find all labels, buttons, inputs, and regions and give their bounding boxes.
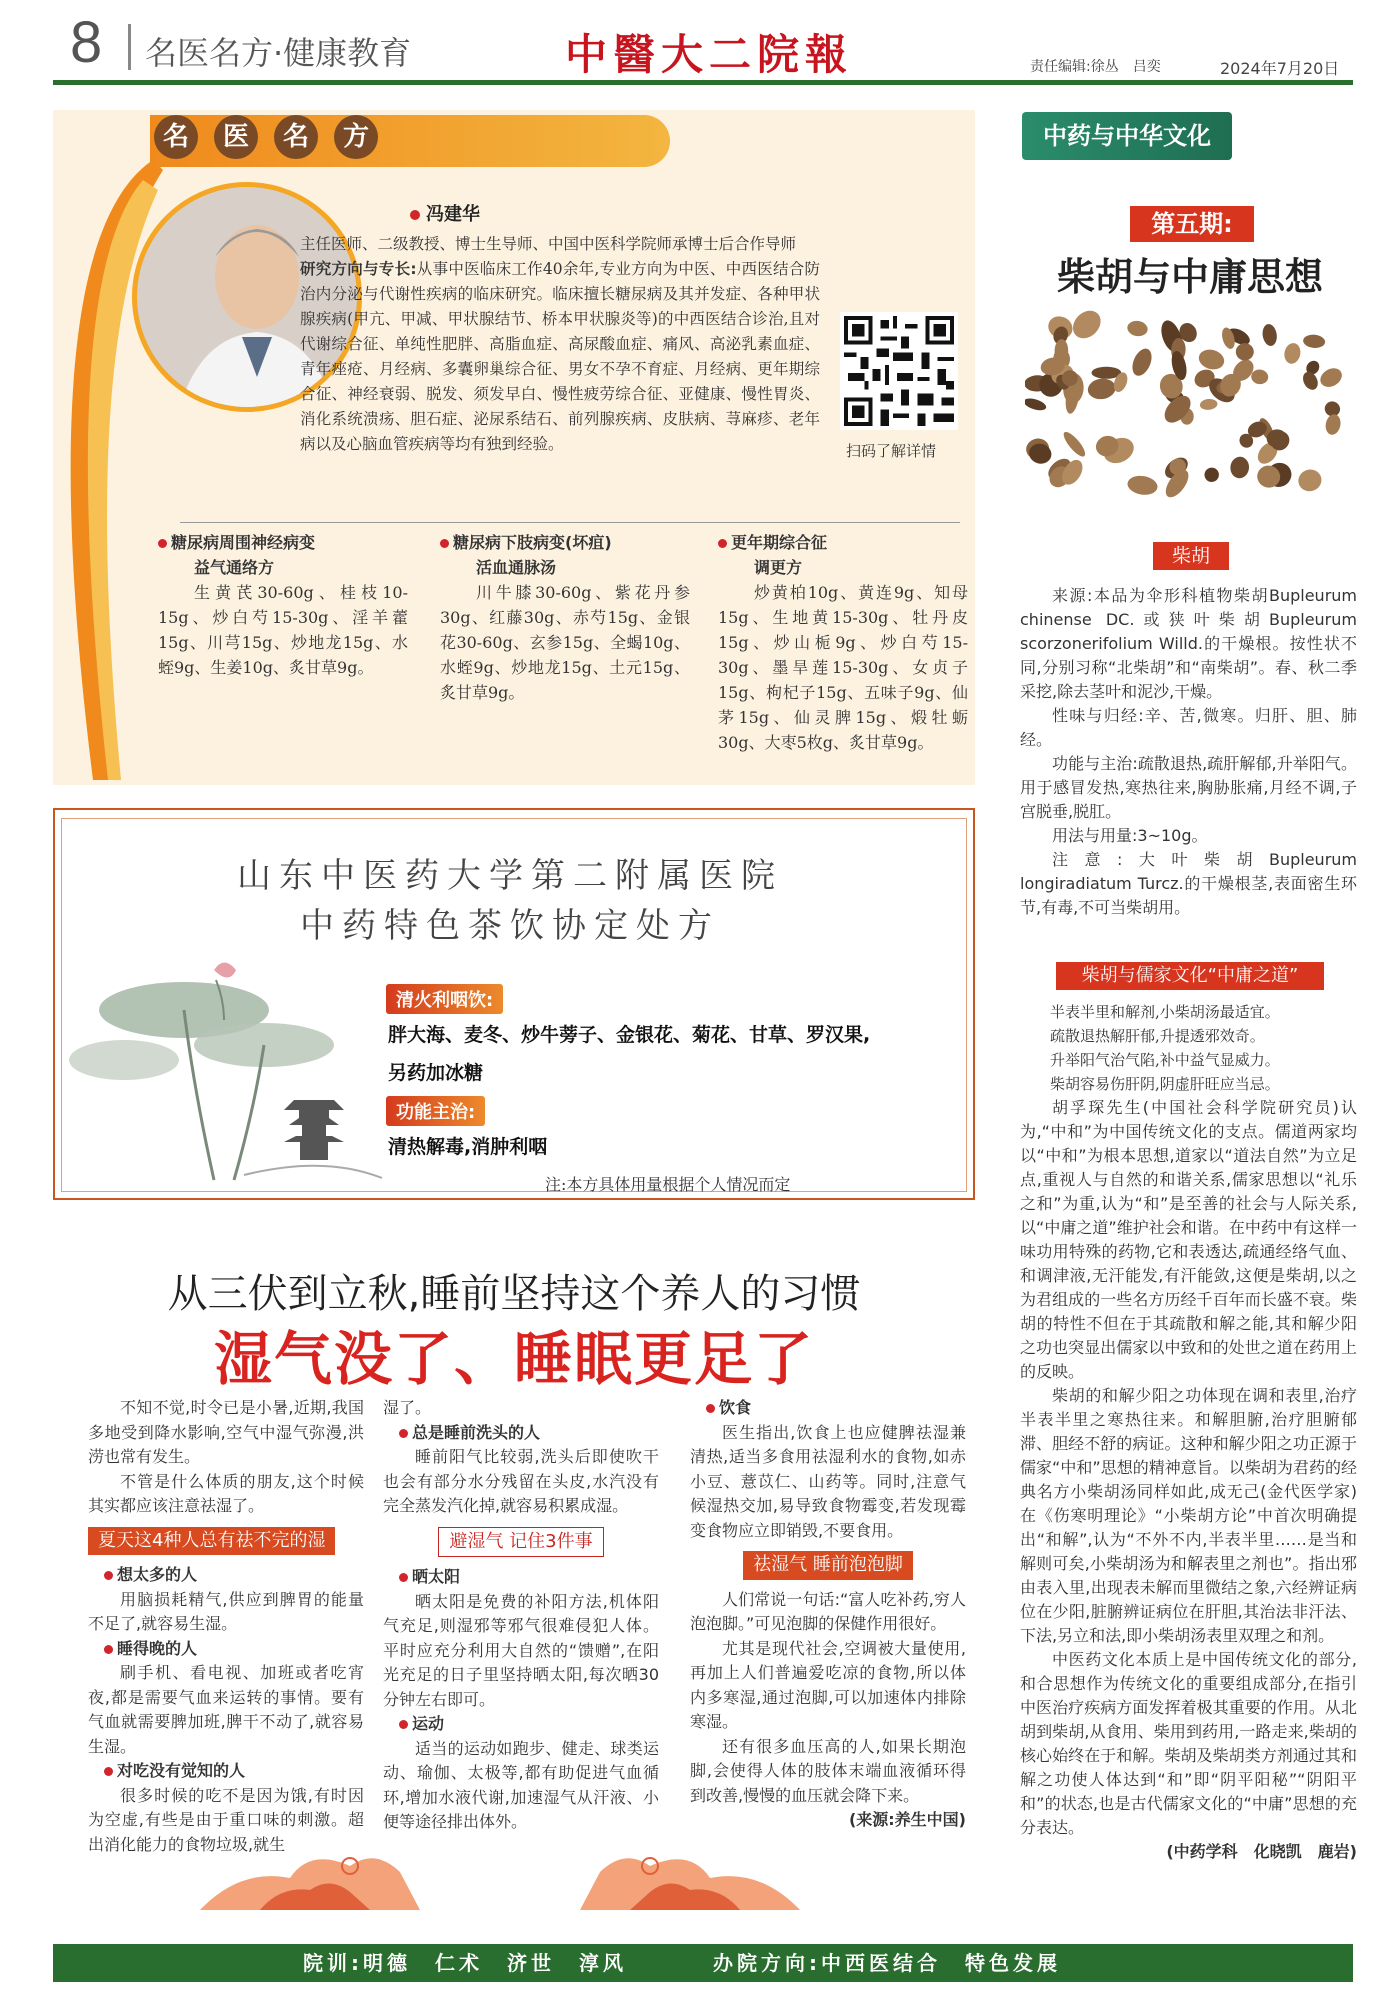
research-label: 研究方向与专长:: [300, 260, 417, 278]
culture-paragraph: 柴胡的和解少阳之功体现在调和表里,治疗半表半里之寒热往来。和解胆腑,治疗胆腑郁滞、胆经不舒的病证。这种和解少阳之功正源于儒家“中和”思想的精神意旨。以柴胡为君药的经典名方小柴胡汤同样如此,成无己(金代医学家)在《伤寒明理论》“小柴胡方论”中首次明确提出“和解”,认为“不外不内,半表半里……是当和解则可矣,小柴胡汤为和解表里之剂也”。指出邪由表入里,出现表未解而里微结之象,六经辨证病位在少阳,脏腑辨证病位在肝胆,其治法非汗法、下法,另立和法,即小柴胡汤表里双理之和剂。: [1020, 1386, 1357, 1645]
prescription-body: 炒黄柏10g、黄连9g、知母15g、生地黄15-30g、牡丹皮15g、炒山栀9g、炒白芍15-30g、墨旱莲15-30g、女贞子15g、枸杞子15g、五味子9g、仙茅15g、仙灵脾15g、煅牡蛎30g、大枣5枚g、炙甘草9g。: [718, 583, 968, 752]
culture-paragraph: 中医药文化本质上是中国传统文化的部分,和合思想作为传统文化的重要组成部分,在指引中医治疗疾病方面发挥着极其重要的作用。从北胡到柴胡,从食用、柴用到药用,一路走来,柴胡的核心始终在于和解。柴胡及柴胡类方剂通过其和解之功使人体达到“和”即“阴平阳秘”“阴阳平和”的状态,也是古代儒家文化的“中庸”思想的充分表达。: [1020, 1650, 1357, 1837]
prescription-name: 活血通脉汤: [476, 558, 557, 577]
page-number: 8: [70, 10, 103, 75]
article-paragraph: 适当的运动如跑步、健走、球类运动、瑜伽、太极等,都有助促进气血循环,增加水液代谢,加速湿气从汗液、小便等途径排出体外。: [383, 1738, 659, 1831]
issue-date: 2024年7月20日: [1220, 59, 1340, 78]
article-paragraph: 还有很多血压高的人,如果长期泡脚,会使得人体的肢体末端血液循环得到改善,慢慢的血压就会降下来。: [690, 1736, 966, 1805]
hospital-motto: 院训:明德 仁术 济世 淳风: [303, 1951, 627, 1975]
prescription-condition: 更年期综合征: [718, 530, 968, 555]
qr-caption: 扫码了解详情: [846, 442, 937, 460]
hospital-direction: 办院方向:中西医结合 特色发展: [713, 1951, 1061, 1975]
title-char: 名: [154, 115, 198, 159]
article-paragraph: 睡前阳气比较弱,洗头后即使吹干也会有部分水分残留在头皮,水汽没有完全蒸发汽化掉,就容易积累成湿。: [383, 1447, 659, 1515]
prescription-card: [718, 530, 968, 755]
article-paragraph: 很多时候的吃不是因为饿,有时因为空虚,有些是由于重口味的刺激。超出消化能力的食物垃圾,就生: [88, 1785, 364, 1854]
prescription-body: 生黄芪30-60g、桂枝10-15g、炒白芍15-30g、淫羊藿15g、川芎15g、炒地龙15g、水蛭9g、生姜10g、炙甘草9g。: [158, 583, 408, 677]
article-column-2: [383, 1396, 659, 1835]
herb-paragraph: 性味与归经:辛、苦,微寒。归肝、胆、肺经。: [1020, 706, 1357, 749]
prescription-condition: 糖尿病下肢病变(坏疽): [440, 530, 690, 555]
header-divider: [128, 24, 131, 70]
herb-paragraph: 来源:本品为伞形科植物柴胡Bupleurum chinense DC.或狭叶柴胡Bupleurum scorzonerifolium Willd.的干燥根。按性状不同,分别习称“北柴胡”和“南柴胡”。春、秋二季采挖,除去茎叶和泥沙,干燥。: [1020, 586, 1357, 701]
section-heading: 祛湿气 睡前泡泡脚: [743, 1551, 913, 1580]
research-text: 从事中医临床工作40余年,专业方向为中医、中西医结合防治内分泌与代谢性疾病的临床研究。临床擅长糖尿病及其并发症、各种甲状腺疾病(甲亢、甲减、甲状腺结节、桥本甲状腺炎等)的中西医结合诊治,且对代谢综合征、单纯性肥胖、高脂血症、高尿酸血症、痛风、高泌乳素血症、青年痤疮、月经病、多囊卵巢综合征、男女不孕不育症、月经病、更年期综合征、神经衰弱、脱发、须发早白、慢性疲劳综合征、亚健康、慢性胃炎、消化系统溃疡、胆石症、泌尿系结石、前列腺疾病、皮肤病、荨麻疹、老年病以及心脑血管疾病等均有独到经验。: [300, 260, 821, 453]
doctor-name: 冯建华: [410, 200, 480, 226]
culture-section-tag: 柴胡与儒家文化“中庸之道”: [1056, 962, 1324, 990]
issue-label: 第五期:: [1130, 206, 1254, 242]
article-paragraph: 用脑损耗精气,供应到脾胃的能量不足了,就容易生湿。: [88, 1589, 364, 1633]
culture-text: [1020, 1000, 1357, 1864]
poem-line: 半表半里和解剂,小柴胡汤最适宜。: [1050, 1003, 1280, 1021]
article-paragraph: 刷手机、看电视、加班或者吃宵夜,都是需要气血来运转的事情。要有气血就需要脾加班,脾干不动了,就容易生湿。: [88, 1663, 364, 1756]
subheading: 饮食: [690, 1396, 966, 1421]
tea-ingredients-extra: 另药加冰糖: [388, 1062, 484, 1084]
prescription-card: [158, 530, 408, 680]
newspaper-name: 中醫大二院報: [565, 30, 854, 79]
prescription-name: 调更方: [754, 558, 803, 577]
subheading: 对吃没有觉知的人: [88, 1759, 364, 1784]
doctor-intro: 主任医师、二级教授、博士生导师、中国中医科学院师承博士后合作导师: [300, 235, 797, 253]
prescription-name: 益气通络方: [194, 558, 275, 577]
tea-title-line1: 山东中医药大学第二附属医院: [237, 856, 783, 896]
tea-name-tag: 清火利咽饮:: [386, 984, 503, 1014]
article-paragraph: 晒太阳是免费的补阳方法,机体阳气充足,则湿邪等邪气很难侵犯人体。平时应充分利用大自然的“馈赠”,在阳光充足的日子里坚持晒太阳,每次晒30分钟左右即可。: [383, 1591, 659, 1709]
column-badge: 中药与中华文化: [1022, 112, 1232, 160]
right-article-title: 柴胡与中庸思想: [1056, 254, 1323, 299]
title-char: 方: [334, 115, 378, 159]
title-char: 名: [274, 115, 318, 159]
lotus-pagoda-illustration: [64, 950, 384, 1190]
doctor-research: [300, 257, 820, 457]
herb-paragraph: 功能与主治:疏散退热,疏肝解郁,升举阳气。用于感冒发热,寒热往来,胸胁胀痛,月经不调,子宫脱垂,脱肛。: [1020, 754, 1357, 821]
article-source: (来源:养生中国): [848, 1810, 966, 1829]
article-headline: 从三伏到立秋,睡前坚持这个养人的习惯: [167, 1271, 861, 1317]
cloud-decoration: [200, 1838, 800, 1910]
tea-title-line2: 中药特色茶饮协定处方: [300, 906, 720, 946]
article-paragraph: 不知不觉,时令已是小暑,近期,我国多地受到降水影响,空气中湿气弥漫,洪涝也常有发生。: [88, 1398, 364, 1466]
subheading: 睡得晚的人: [88, 1637, 364, 1662]
article-subheadline: 湿气没了、睡眠更足了: [213, 1325, 814, 1393]
culture-paragraph: 胡孚琛先生(中国社会科学院研究员)认为,“中和”为中国传统文化的支点。儒道两家均以“中和”为根本思想,道家以“道法自然”为立足点,重视人与自然的和谐关系,儒家思想以“礼乐之和”为重,认为“和”是至善的社会与人际关系,以“中庸之道”维护社会和谐。在中药中有这样一味功用特殊的药物,它和表透达,疏通经络气血、和调津液,无汗能发,有汗能敛,这便是柴胡,以之为君组成的一些名方历经千百年而长盛不衰。柴胡的特性不但在于其疏散和解之能,其和解少阳之功也突显出儒家以中致和的处世之道在药用上的反映。: [1020, 1098, 1357, 1381]
bupleurum-herb-photo: [1025, 304, 1355, 504]
article-paragraph: 人们常说一句话:“富人吃补药,穷人泡泡脚。”可见泡脚的保健作用很好。: [690, 1589, 966, 1633]
tea-function: 清热解毒,消肿利咽: [388, 1136, 548, 1158]
article-column-3: [690, 1396, 966, 1833]
section-title: 名医名方·健康教育: [145, 34, 412, 72]
subheading: 运动: [383, 1712, 659, 1737]
footer-bar: [53, 1944, 1353, 1982]
qr-code[interactable]: [840, 312, 958, 430]
article-column-1: [88, 1396, 364, 1857]
subheading: 想太多的人: [88, 1563, 364, 1588]
prescription-body: 川牛膝30-60g、紫花丹参30g、红藤30g、赤芍15g、金银花30-60g、玄参15g、全蝎10g、水蛭9g、炒地龙15g、土元15g、炙甘草9g。: [440, 583, 690, 702]
tea-ingredients: 胖大海、麦冬、炒牛蒡子、金银花、菊花、甘草、罗汉果,: [388, 1024, 871, 1046]
article-paragraph: 湿了。: [383, 1398, 432, 1417]
tea-note: 注:本方具体用量根据个人情况而定: [545, 1175, 791, 1194]
prescription-card: [440, 530, 690, 705]
herb-paragraph: 注意:大叶柴胡Bupleurum longiradiatum Turcz.的干燥根茎,表面密生环节,有毒,不可当柴胡用。: [1020, 850, 1357, 917]
herb-tag: 柴胡: [1153, 542, 1229, 570]
section-heading: 夏天这4种人总有祛不完的湿: [88, 1527, 335, 1556]
prescription-condition: 糖尿病周围神经病变: [158, 530, 408, 555]
section-heading: 避湿气 记住3件事: [438, 1527, 603, 1558]
poem-line: 升举阳气治气陷,补中益气显威力。: [1050, 1051, 1280, 1069]
herb-paragraph: 用法与用量:3~10g。: [1052, 826, 1208, 845]
header-rule: [53, 80, 1353, 85]
article-paragraph: 不管是什么体质的朋友,这个时候其实都应该注意祛湿了。: [88, 1471, 364, 1515]
article-paragraph: 医生指出,饮食上也应健脾祛湿兼清热,适当多食用祛湿利水的食物,如赤小豆、薏苡仁、山药等。同时,注意气候湿热交加,易导致食物霉变,若发现霉变食物应立即销毁,不要食用。: [690, 1422, 966, 1540]
profile-divider: [180, 522, 960, 523]
profile-title-banner: [150, 115, 670, 167]
right-author: (中药学科 化晓凯 鹿岩): [1166, 1842, 1357, 1861]
article-paragraph: 尤其是现代社会,空调被大量使用,再加上人们普遍爱吃凉的食物,所以体内多寒湿,通过泡脚,可以加速体内排除寒湿。: [690, 1638, 966, 1731]
poem-line: 疏散退热解肝郁,升提透邪效奇。: [1050, 1027, 1265, 1045]
subheading: 晒太阳: [383, 1565, 659, 1590]
herb-details: [1020, 584, 1357, 920]
title-char: 医: [214, 115, 258, 159]
tea-function-tag: 功能主治:: [386, 1096, 485, 1126]
subheading: 总是睡前洗头的人: [383, 1421, 659, 1446]
poem-line: 柴胡容易伤肝阴,阴虚肝旺应当忌。: [1050, 1075, 1280, 1093]
editor-credit: 责任编辑:徐丛 吕奕: [1030, 59, 1161, 75]
